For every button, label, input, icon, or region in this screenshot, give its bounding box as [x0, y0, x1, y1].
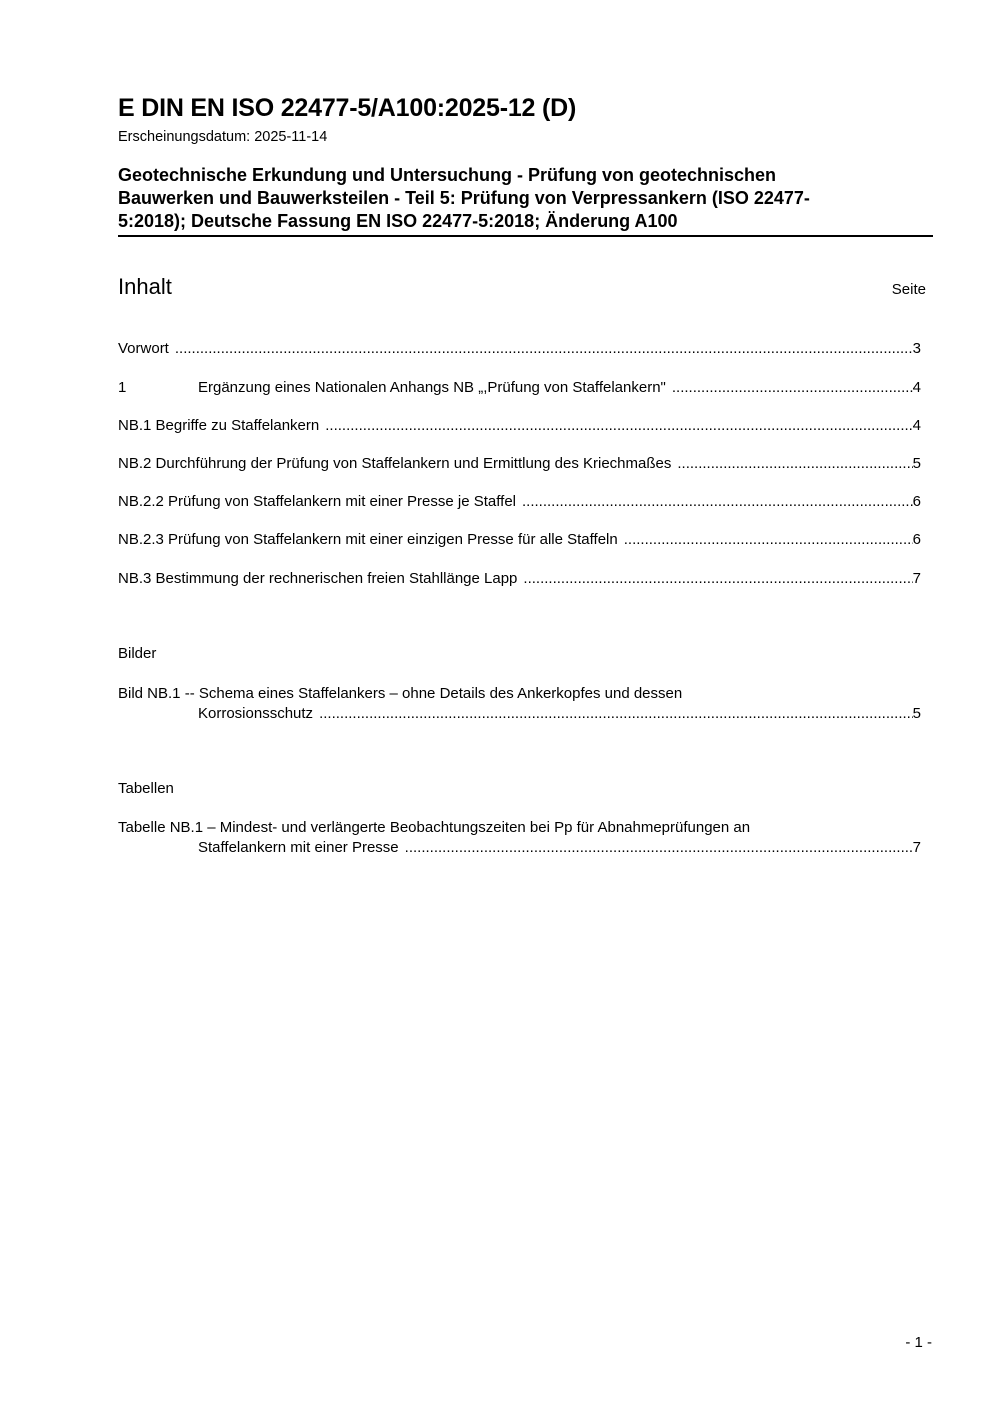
toc-entry-page: 5 — [912, 455, 921, 472]
table-entry-line-2 — [118, 838, 921, 858]
toc-entry-nb3[interactable] — [118, 569, 921, 589]
title-line-1: Geotechnische Erkundung und Untersuchung - Prüfung von geotechnischen — [118, 165, 777, 185]
toc-leader-dots — [175, 339, 913, 359]
toc-entry-number: 1 — [118, 379, 127, 396]
table-entry-page: 7 — [912, 839, 921, 856]
toc-entry-label: NB.2.3 Prüfung von Staffelankern mit einer einzigen Presse für alle Staffeln — [118, 531, 618, 548]
toc-leader-dots — [677, 454, 912, 474]
toc-entry-page: 3 — [912, 340, 921, 357]
toc-leader-dots — [405, 838, 913, 858]
toc-entry-nb2[interactable] — [118, 454, 921, 474]
toc-entry-page: 4 — [912, 379, 921, 396]
toc-entry-1[interactable] — [118, 378, 921, 398]
document-id: E DIN EN ISO 22477-5/A100:2025-12 (D) — [118, 94, 577, 122]
figures-heading: Bilder — [118, 645, 157, 662]
toc-entry-label: NB.1 Begriffe zu Staffelankern — [118, 417, 320, 434]
title-line-3: 5:2018); Deutsche Fassung EN ISO 22477-5:2018; Änderung A100 — [118, 211, 678, 231]
figure-entry-line-1: Bild NB.1 -- Schema eines Staffelankers – ohne Details des Ankerkopfes und dessen — [118, 685, 683, 702]
toc-entry-nb1[interactable] — [118, 416, 921, 436]
toc-leader-dots — [522, 492, 913, 512]
toc-entry-nb2-2[interactable] — [118, 492, 921, 512]
figure-entry-line-2 — [118, 704, 921, 724]
figure-entry-nb1[interactable] — [118, 684, 921, 724]
tables-heading: Tabellen — [118, 780, 174, 797]
toc-leader-dots — [624, 530, 913, 550]
toc-entry-label: Vorwort — [118, 340, 169, 357]
toc-entry-label: NB.2.2 Prüfung von Staffelankern mit einer Presse je Staffel — [118, 493, 516, 510]
title-line-2: Bauwerken und Bauwerksteilen - Teil 5: Prüfung von Verpressankern (ISO 22477- — [118, 188, 810, 208]
table-entry-line-1: Tabelle NB.1 – Mindest- und verlängerte Beobachtungszeiten bei Pp für Abnahmeprüfungen an — [118, 819, 751, 836]
toc-entry-page: 6 — [912, 493, 921, 510]
table-entry-nb1[interactable] — [118, 818, 921, 858]
figure-entry-text: Korrosionsschutz — [198, 705, 314, 722]
toc-leader-dots — [319, 704, 913, 724]
toc-entry-page: 6 — [912, 531, 921, 548]
table-entry-text: Staffelankern mit einer Presse — [198, 839, 399, 856]
toc-entry-page: 7 — [912, 570, 921, 587]
publication-date: Erscheinungsdatum: 2025-11-14 — [118, 129, 328, 145]
toc-entry-label: NB.3 Bestimmung der rechnerischen freien Stahllänge Lapp — [118, 570, 518, 587]
toc-leader-dots — [672, 378, 913, 398]
toc-leader-dots — [523, 569, 912, 589]
toc-entry-nb2-3[interactable] — [118, 530, 921, 550]
toc-entry-page: 4 — [912, 417, 921, 434]
toc-page-column-label: Seite — [891, 281, 926, 298]
document-title — [118, 164, 933, 237]
toc-leader-dots — [325, 416, 912, 436]
toc-entry-vorwort[interactable] — [118, 339, 921, 359]
toc-heading: Inhalt — [118, 274, 172, 299]
figure-entry-page: 5 — [912, 705, 921, 722]
toc-entry-text: Ergänzung eines Nationalen Anhangs NB „,Prüfung von Staffelankern" — [198, 379, 666, 396]
page-number: - 1 - — [905, 1334, 932, 1351]
toc-entry-label: NB.2 Durchführung der Prüfung von Staffelankern und Ermittlung des Kriechmaßes — [118, 455, 672, 472]
toc-entry-label — [118, 378, 666, 398]
